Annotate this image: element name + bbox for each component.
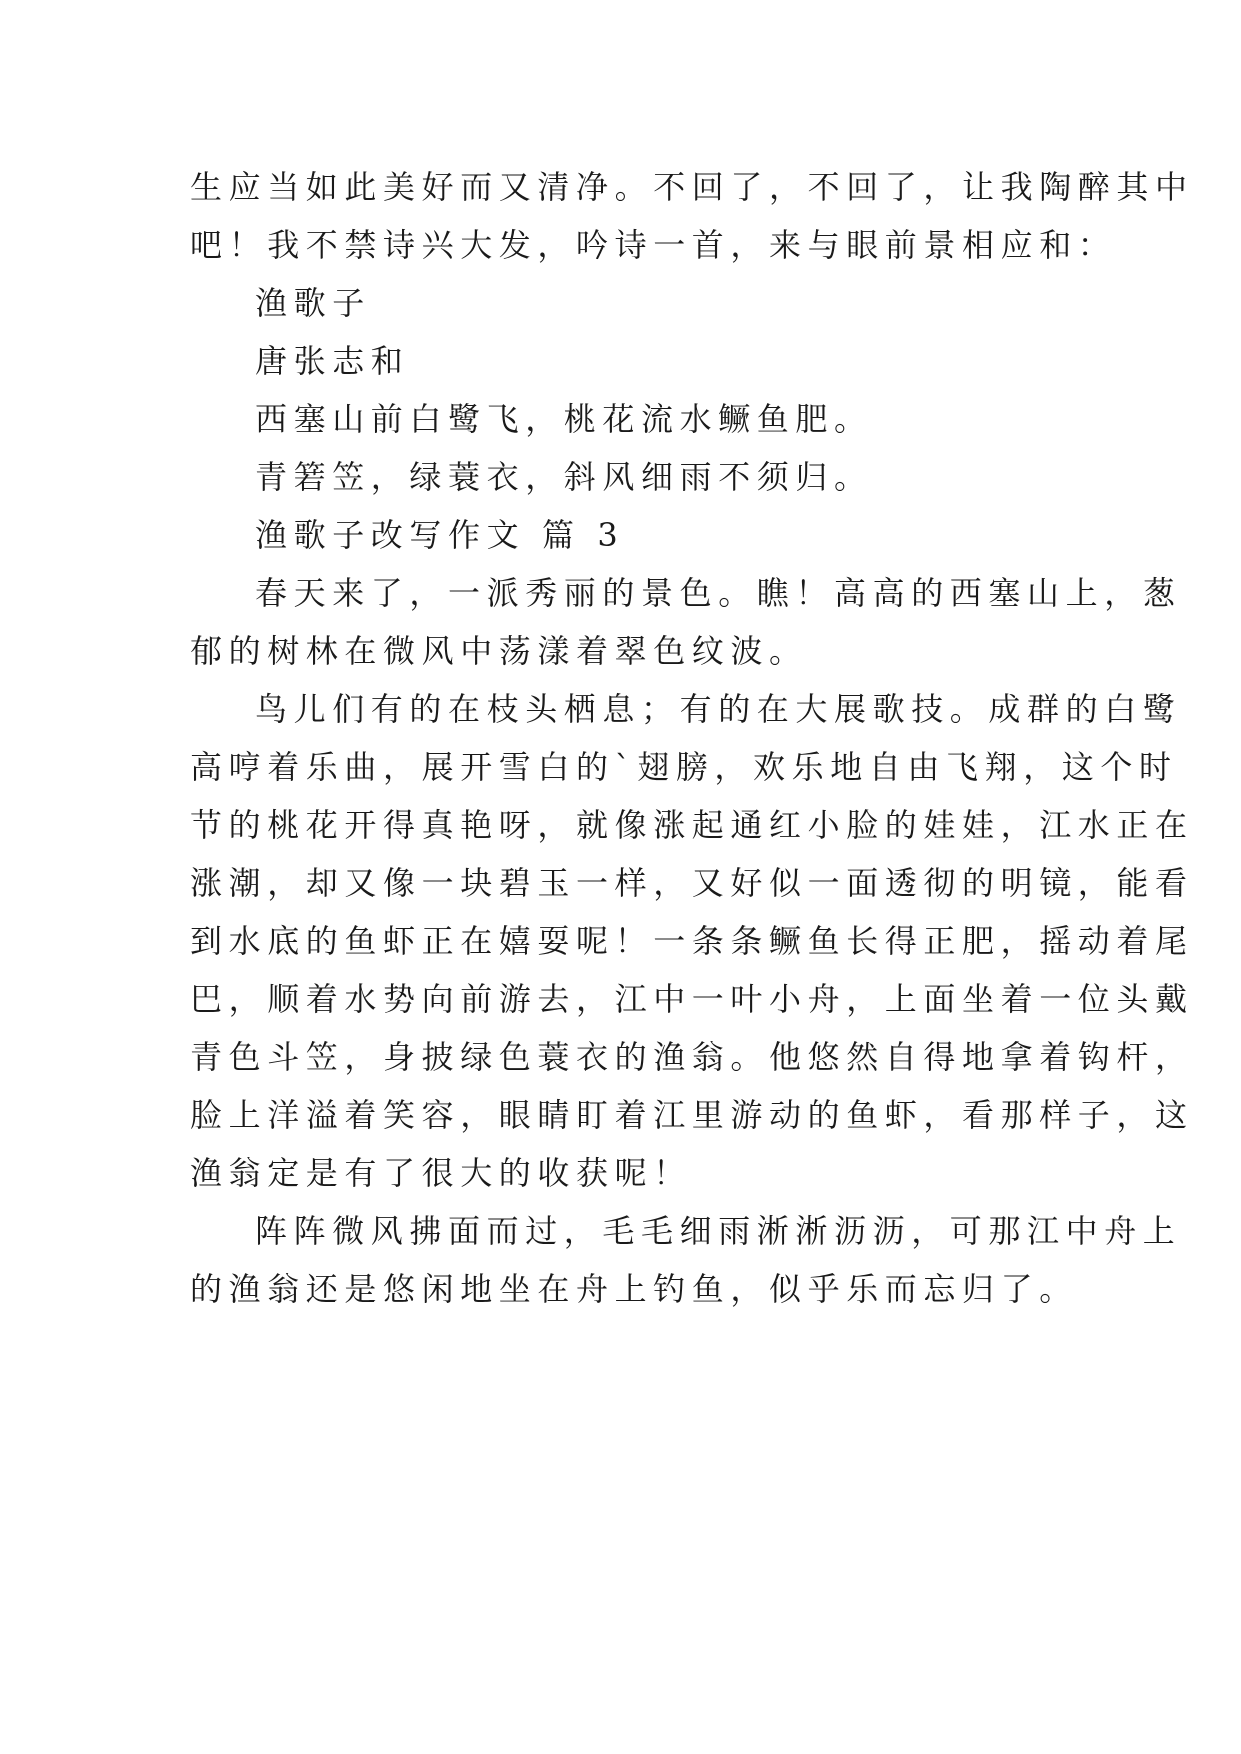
paragraph-start-line: 鸟儿们有的在枝头栖息；有的在大展歌技。成群的白鹭	[255, 690, 1182, 728]
poem-title: 渔歌子	[255, 284, 371, 322]
text-line: 郁的树林在微风中荡漾着翠色纹波。	[190, 632, 808, 670]
paragraph-start-line: 春天来了，一派秀丽的景色。瞧！高高的西塞山上，葱	[255, 574, 1182, 612]
text-line: 高哼着乐曲，展开雪白的`翅膀，欢乐地自由飞翔，这个时	[190, 748, 1178, 786]
text-line: 青色斗笠，身披绿色蓑衣的渔翁。他悠然自得地拿着钩杆，	[190, 1038, 1194, 1076]
text-line: 巴，顺着水势向前游去，江中一叶小舟，上面坐着一位头戴	[190, 980, 1194, 1018]
text-line: 到水底的鱼虾正在嬉耍呢！一条条鳜鱼长得正肥，摇动着尾	[190, 922, 1194, 960]
text-line: 节的桃花开得真艳呀，就像涨起通红小脸的娃娃，江水正在	[190, 806, 1194, 844]
text-line: 脸上洋溢着笑容，眼睛盯着江里游动的鱼虾，看那样子，这	[190, 1096, 1194, 1134]
text-line: 涨潮，却又像一块碧玉一样，又好似一面透彻的明镜，能看	[190, 864, 1194, 902]
text-line: 渔翁定是有了很大的收获呢！	[190, 1154, 692, 1192]
poem-line: 西塞山前白鹭飞，桃花流水鳜鱼肥。	[255, 400, 873, 438]
poem-author: 唐张志和	[255, 342, 410, 380]
poem-line: 青箬笠，绿蓑衣，斜风细雨不须归。	[255, 458, 873, 496]
paragraph-start-line: 阵阵微风拂面而过，毛毛细雨淅淅沥沥，可那江中舟上	[255, 1212, 1182, 1250]
document-body	[190, 158, 1194, 1318]
section-heading: 渔歌子改写作文 篇 3	[255, 516, 625, 554]
text-line: 生应当如此美好而又清净。不回了，不回了，让我陶醉其中	[190, 168, 1194, 206]
text-line: 的渔翁还是悠闲地坐在舟上钓鱼，似乎乐而忘归了。	[190, 1270, 1078, 1308]
text-line: 吧！我不禁诗兴大发，吟诗一首，来与眼前景相应和：	[190, 226, 1117, 264]
